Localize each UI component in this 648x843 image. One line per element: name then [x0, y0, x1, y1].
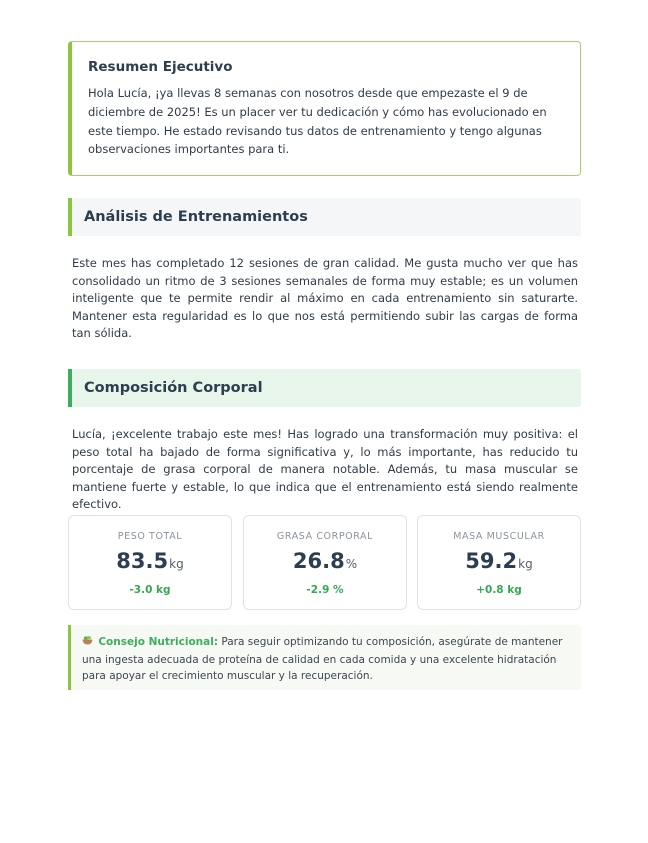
metric-label: MASA MUSCULAR	[453, 531, 545, 542]
body-composition-section-title: Composición Corporal	[84, 380, 263, 396]
metric-card-body-fat	[243, 515, 407, 610]
metric-number: 83.5	[116, 549, 169, 573]
training-section-title: Análisis de Entrenamientos	[84, 209, 308, 225]
metric-unit: kg	[518, 557, 533, 571]
tip-title: Consejo Nutricional:	[98, 636, 219, 648]
metric-card-weight	[68, 515, 232, 610]
nutrition-tip	[68, 625, 581, 690]
metric-number: 59.2	[465, 549, 518, 573]
metric-value	[69, 549, 231, 573]
metric-value	[244, 549, 406, 573]
summary-text: Hola Lucía, ¡ya llevas 8 semanas con nosotros desde que empezaste el 9 de diciembre de 2025! Es un placer ver tu dedicación y cómo has evolucionado en este tiempo. He estado revisando tus datos de entrenamiento y tengo algunas observaciones importantes para ti.	[88, 86, 547, 157]
metric-delta: +0.8 kg	[476, 584, 522, 596]
metric-delta: -2.9 %	[306, 584, 344, 596]
summary-title: Resumen Ejecutivo	[88, 59, 233, 75]
metric-label: GRASA CORPORAL	[276, 531, 374, 542]
training-section-header	[68, 198, 581, 236]
metric-delta: -3.0 kg	[129, 584, 171, 596]
metric-unit: %	[345, 557, 358, 571]
metric-label: PESO TOTAL	[117, 531, 183, 542]
training-paragraph: Este mes has completado 12 sesiones de gran calidad. Me gusta mucho ver que has consolidado un ritmo de 3 sesiones semanales de forma muy estable; es un volumen inteligente que te permite rendir al máximo en cada entrenamiento sin saturarte. Mantener esta regularidad es lo que nos está permitiendo subir las cargas de forma tan sólida.	[72, 256, 578, 341]
salad-bowl-icon	[82, 635, 95, 652]
body-composition-section-header	[68, 369, 581, 407]
body-composition-paragraph: Lucía, ¡excelente trabajo este mes! Has logrado una transformación muy positiva: el peso total ha bajado de forma significativa y, lo más importante, has reducido tu porcentaje de grasa corporal de manera notable. Además, tu masa muscular se mantiene fuerte y estable, lo que indica que el entrenamiento está siendo realmente efectivo.	[72, 427, 578, 512]
executive-summary-card	[68, 41, 581, 176]
tip-text: Para seguir optimizando tu composición, asegúrate de mantener una ingesta adecuada de proteína de calidad en cada comida y una excelente hidratación para apoyar el crecimiento muscular y la recuperación.	[82, 636, 563, 682]
metric-number: 26.8	[292, 549, 345, 573]
metric-value	[418, 549, 580, 573]
metric-card-muscle-mass	[417, 515, 581, 610]
metric-unit: kg	[169, 557, 184, 571]
